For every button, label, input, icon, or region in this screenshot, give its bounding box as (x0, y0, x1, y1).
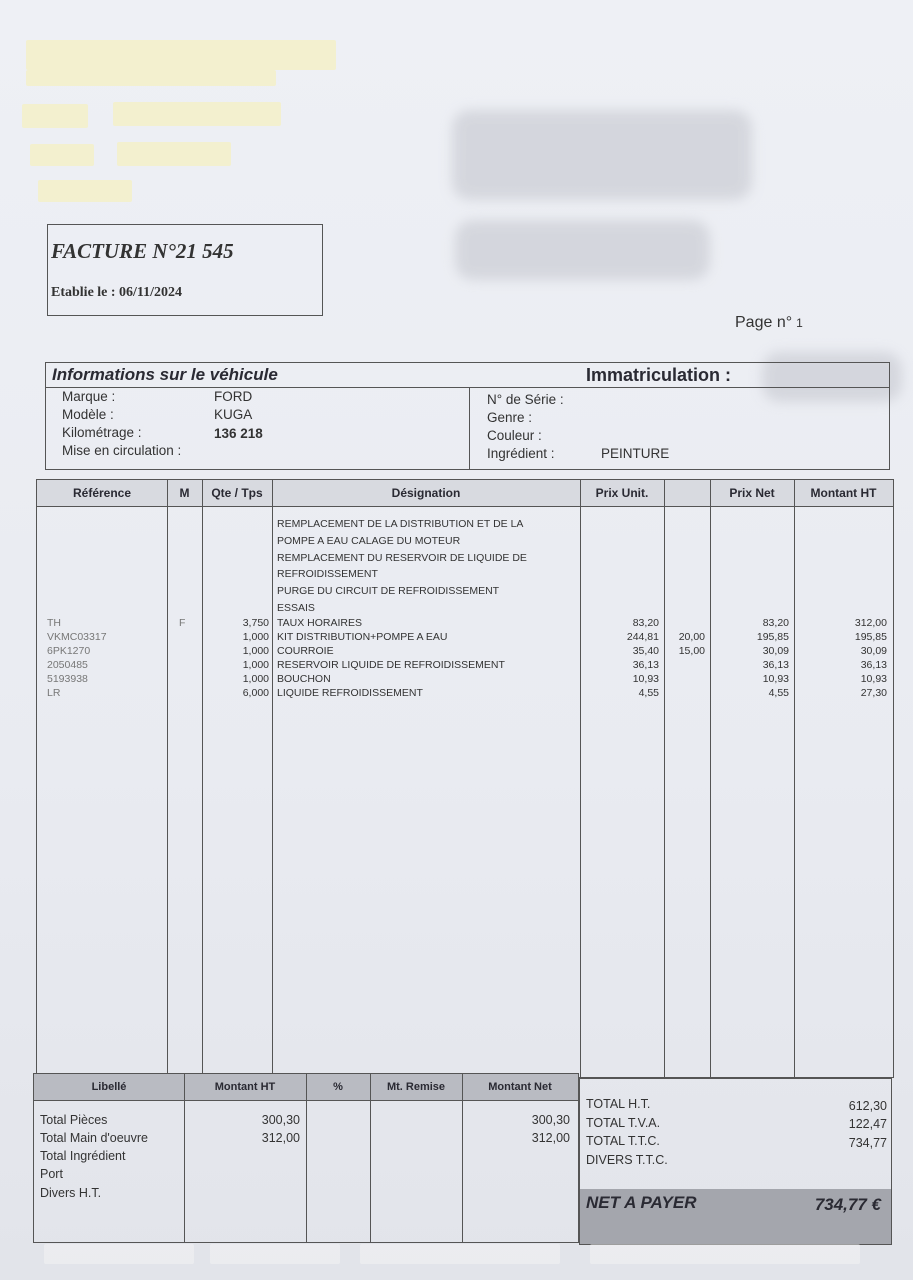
row-designation: TAUX HORAIRES (277, 617, 362, 629)
summary-row-label: Port (40, 1167, 63, 1181)
invoice-title: FACTURE N°21 545 (51, 239, 234, 263)
genre-label: Genre : (487, 410, 533, 425)
col-divider (272, 480, 273, 1077)
description-line: POMPE A EAU CALAGE DU MOTEUR (277, 534, 461, 547)
summary-divider (184, 1074, 185, 1242)
row-amount: 10,93 (860, 673, 887, 685)
row-amount: 36,13 (860, 659, 887, 671)
description-line: ESSAIS (277, 601, 315, 614)
net-to-pay-label: NET A PAYER (586, 1193, 697, 1212)
summary-row-ht: 300,30 (261, 1113, 300, 1127)
row-unit-price: 10,93 (632, 673, 659, 685)
ingredient-value: PEINTURE (601, 446, 670, 461)
row-designation: LIQUIDE REFROIDISSEMENT (277, 687, 423, 699)
row-reference: 2050485 (47, 659, 88, 671)
row-designation: RESERVOIR LIQUIDE DE REFROIDISSEMENT (277, 659, 505, 671)
redacted-address-b (113, 102, 281, 126)
col-reference: Référence (37, 480, 167, 507)
redacted-customer-address (455, 220, 710, 280)
summary-divider (306, 1074, 307, 1242)
first-registration-label: Mise en circulation : (62, 443, 182, 458)
row-unit-price: 4,55 (638, 687, 659, 699)
page-number (735, 314, 803, 332)
row-reference: LR (47, 687, 61, 699)
vehicle-info-title: Informations sur le véhicule (52, 365, 278, 384)
redacted-phone-a (30, 144, 94, 166)
row-reference: 6PK1270 (47, 645, 91, 657)
vehicle-info-divider (469, 388, 470, 469)
summary-row-ht: 312,00 (261, 1131, 300, 1145)
row-net-price: 36,13 (762, 659, 789, 671)
vehicle-info-header (46, 363, 889, 388)
page-label: Page n° (735, 314, 793, 331)
redacted-company-name (26, 40, 336, 70)
model-value: KUGA (214, 407, 253, 422)
summary-col-net: Montant Net (462, 1074, 578, 1101)
vehicle-info-box (45, 362, 890, 470)
total-tva-value: 122,47 (848, 1117, 887, 1131)
net-to-pay-value: 734,77 € (814, 1195, 881, 1214)
total-ht-label: TOTAL H.T. (586, 1097, 651, 1111)
make-label: Marque : (62, 389, 116, 404)
row-designation: BOUCHON (277, 673, 331, 685)
row-discount: 20,00 (678, 631, 705, 643)
row-qty: 6,000 (242, 687, 269, 699)
summary-col-ht: Montant HT (184, 1074, 306, 1101)
col-qty: Qte / Tps (202, 480, 272, 507)
row-reference: 5193938 (47, 673, 88, 685)
col-discount (664, 480, 710, 507)
invoice-title-box (47, 224, 323, 316)
divers-ttc-label: DIVERS T.T.C. (586, 1153, 668, 1167)
row-designation: KIT DISTRIBUTION+POMPE A EAU (277, 631, 448, 643)
total-tva-label: TOTAL T.V.A. (586, 1116, 661, 1130)
col-divider (710, 480, 711, 1077)
description-line: PURGE DU CIRCUIT DE REFROIDISSEMENT (277, 585, 500, 598)
redacted-customer-name (452, 110, 752, 200)
summary-col-label: Libellé (34, 1074, 184, 1101)
mileage-value: 136 218 (214, 426, 263, 441)
description-line: REMPLACEMENT DE LA DISTRIBUTION ET DE LA (277, 518, 524, 530)
col-designation: Désignation (272, 480, 580, 507)
row-amount: 27,30 (860, 687, 887, 699)
redacted-address-a (22, 104, 88, 128)
row-m: F (179, 617, 186, 629)
row-qty: 1,000 (242, 631, 269, 643)
redacted-footer (210, 1244, 340, 1264)
work-description (277, 516, 527, 617)
redacted-footer (360, 1244, 560, 1264)
ingredient-label: Ingrédient : (487, 446, 555, 461)
summary-divider (462, 1074, 463, 1242)
col-amount-ht: Montant HT (794, 480, 893, 507)
redacted-email (38, 180, 132, 202)
row-net-price: 10,93 (762, 673, 789, 685)
row-qty: 1,000 (242, 673, 269, 685)
summary-col-discount: Mt. Remise (370, 1074, 462, 1101)
row-qty: 3,750 (242, 617, 269, 629)
row-reference: TH (47, 617, 61, 629)
summary-row-label: Total Main d'oeuvre (40, 1131, 149, 1145)
row-net-price: 83,20 (762, 617, 789, 629)
row-amount: 30,09 (860, 645, 887, 657)
total-ttc-label: TOTAL T.T.C. (586, 1134, 660, 1148)
row-unit-price: 83,20 (632, 617, 659, 629)
summary-row-label: Total Pièces (40, 1113, 108, 1127)
row-reference: VKMC03317 (47, 631, 107, 643)
row-qty: 1,000 (242, 645, 269, 657)
summary-row-net: 312,00 (531, 1131, 570, 1145)
model-label: Modèle : (62, 407, 114, 422)
net-to-pay (580, 1189, 891, 1244)
col-divider (664, 480, 665, 1077)
totals-box (579, 1078, 892, 1245)
description-line: REFROIDISSEMENT (277, 568, 378, 581)
row-net-price: 30,09 (762, 645, 789, 657)
redacted-footer (44, 1244, 194, 1264)
summary-row-label: Total Ingrédient (40, 1149, 126, 1163)
row-designation: COURROIE (277, 645, 334, 657)
color-label: Couleur : (487, 428, 542, 443)
summary-col-percent: % (306, 1074, 370, 1101)
summary-row-net: 300,30 (531, 1113, 570, 1127)
mileage-label: Kilométrage : (62, 425, 142, 440)
total-ttc-value: 734,77 (848, 1136, 887, 1150)
row-net-price: 4,55 (768, 687, 789, 699)
make-value: FORD (214, 389, 253, 404)
row-unit-price: 244,81 (626, 631, 659, 643)
row-unit-price: 36,13 (632, 659, 659, 671)
col-net-price: Prix Net (710, 480, 794, 507)
col-divider (794, 480, 795, 1077)
redacted-phone-b (117, 142, 231, 166)
row-net-price: 195,85 (756, 631, 789, 643)
summary-divider (370, 1074, 371, 1242)
summary-table (33, 1073, 579, 1243)
items-table (36, 479, 894, 1078)
col-divider (202, 480, 203, 1077)
serial-label: N° de Série : (487, 392, 564, 407)
col-divider (167, 480, 168, 1077)
redacted-company-line (26, 70, 276, 86)
registration-label: Immatriculation : (586, 365, 732, 385)
description-line: REMPLACEMENT DU RESERVOIR DE LIQUIDE DE (277, 551, 527, 564)
page-number-value: 1 (796, 316, 803, 330)
row-unit-price: 35,40 (632, 645, 659, 657)
col-divider (580, 480, 581, 1077)
col-m: M (167, 480, 202, 507)
row-discount: 15,00 (678, 645, 705, 657)
row-amount: 312,00 (854, 617, 887, 629)
summary-row-label: Divers H.T. (40, 1186, 102, 1200)
total-ht-value: 612,30 (848, 1099, 887, 1113)
invoice-date: Etablie le : 06/11/2024 (51, 285, 183, 300)
row-qty: 1,000 (242, 659, 269, 671)
row-amount: 195,85 (854, 631, 887, 643)
redacted-footer (590, 1244, 860, 1264)
col-unit-price: Prix Unit. (580, 480, 664, 507)
